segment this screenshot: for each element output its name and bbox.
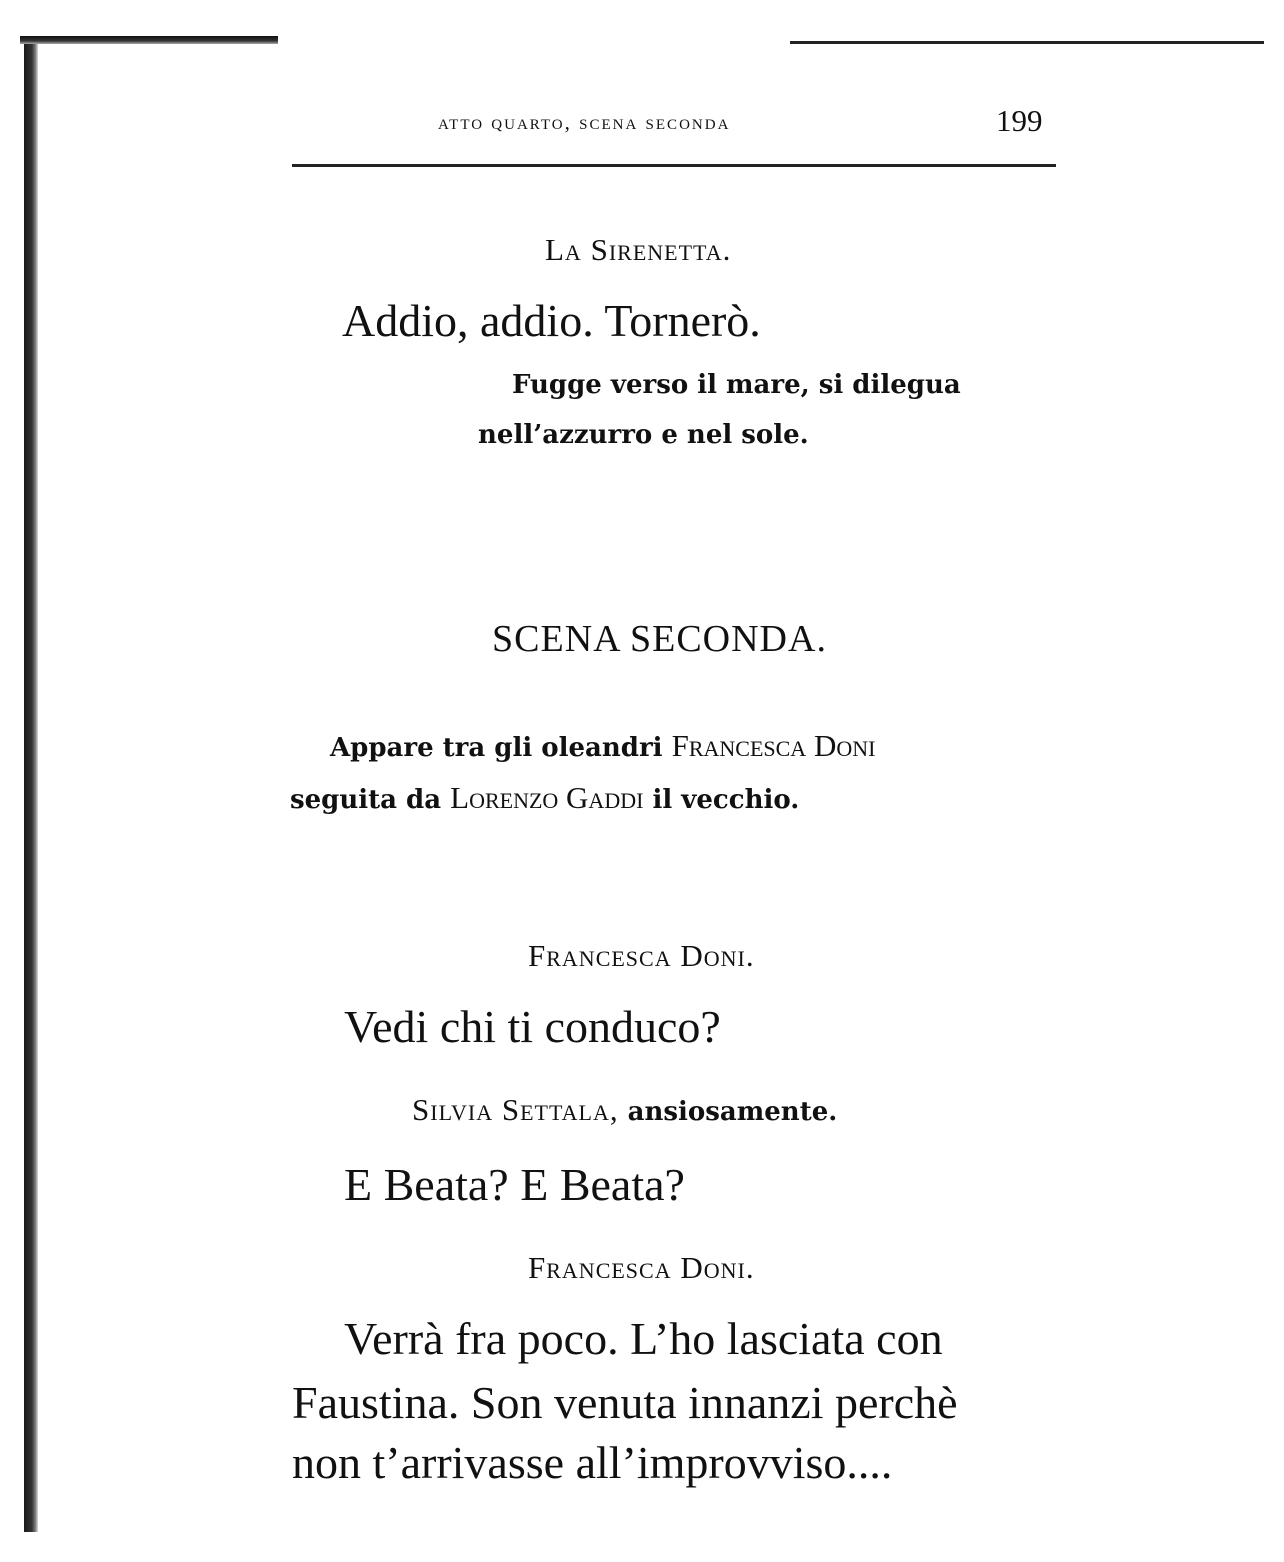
character-name-lorenzo-gaddi: Lorenzo Gaddi — [450, 780, 644, 815]
speaker-name: Silvia Settala, — [412, 1092, 619, 1127]
verse-line: E Beata? E Beata? — [344, 1159, 685, 1210]
speaker-direction: ansiosamente. — [618, 1097, 838, 1127]
scene-title: SCENA SECONDA. — [492, 618, 827, 660]
verse-line: Faustina. Son venuta innanzi perchè — [292, 1377, 958, 1428]
verse-line: non t’arrivasse all’improvviso.... — [292, 1437, 893, 1488]
speaker-francesca-doni: Francesca Doni. — [528, 938, 755, 973]
stage-direction-line: Fugge verso il mare, si dilegua — [512, 370, 961, 400]
stage-direction-text: il vecchio. — [643, 785, 800, 815]
verse-line: Addio, addio. Tornerò. — [342, 295, 761, 346]
page-number: 199 — [996, 103, 1043, 138]
running-head: atto quarto, scena seconda — [438, 110, 731, 134]
stage-direction-line — [330, 728, 875, 764]
character-name-francesca-doni: Francesca Doni — [671, 728, 876, 763]
page-edge-top-left-border — [20, 36, 278, 44]
page-edge-top-right-border — [790, 41, 1264, 44]
header-rule — [292, 164, 1056, 167]
verse-line: Vedi chi ti conduco? — [344, 1001, 721, 1052]
speaker-francesca-doni: Francesca Doni. — [528, 1250, 755, 1285]
page-edge-left-border — [24, 38, 38, 1532]
verse-line: Verrà fra poco. L’ho lasciata con — [344, 1313, 943, 1364]
stage-direction-text: seguita da — [290, 785, 451, 815]
speaker-la-sirenetta: La Sirenetta. — [545, 232, 732, 267]
speaker-silvia-settala — [412, 1092, 837, 1128]
stage-direction-line — [290, 780, 799, 816]
stage-direction-line: nell’azzurro e nel sole. — [478, 420, 809, 450]
stage-direction-text: Appare tra gli oleandri — [330, 733, 672, 763]
